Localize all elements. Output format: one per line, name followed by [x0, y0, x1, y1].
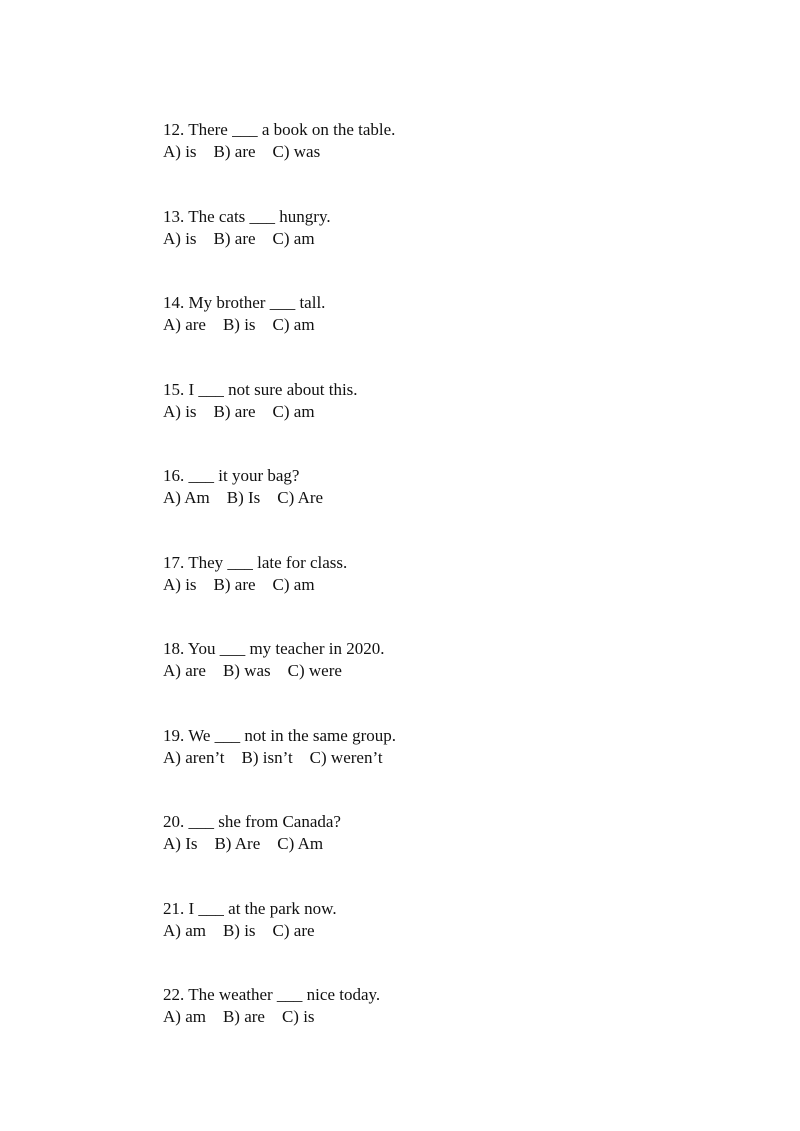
question-text: 22. The weather ___ nice today. — [163, 985, 381, 1004]
question-17 — [163, 552, 763, 639]
answer-options: A) is B) are C) am — [163, 574, 315, 594]
answer-options: A) are B) was C) were — [163, 661, 342, 680]
question-19 — [163, 725, 763, 812]
answer-options: A) is B) are C) was — [163, 142, 321, 161]
answer-options: A) Am B) Is C) Are — [163, 488, 324, 507]
question-13 — [163, 206, 763, 293]
question-18 — [163, 638, 763, 725]
question-16 — [163, 465, 763, 552]
answer-options: A) aren’t B) isn’t C) weren’t — [163, 747, 383, 767]
question-text: 17. They ___ late for class. — [163, 552, 348, 572]
question-text: 20. ___ she from Canada? — [163, 812, 341, 831]
question-text: 15. I ___ not sure about this. — [163, 379, 358, 399]
question-text: 13. The cats ___ hungry. — [163, 206, 331, 226]
answer-options: A) is B) are C) am — [163, 401, 315, 421]
answer-options: A) is B) are C) am — [163, 228, 315, 248]
question-list — [163, 119, 763, 1071]
question-text: 12. There ___ a book on the table. — [163, 120, 396, 139]
question-22 — [163, 984, 763, 1071]
answer-options: A) Is B) Are C) Am — [163, 834, 324, 853]
question-12 — [163, 119, 763, 206]
answer-options: A) am B) are C) is — [163, 1007, 315, 1026]
question-14 — [163, 292, 763, 379]
answer-options: A) am B) is C) are — [163, 920, 315, 940]
question-21 — [163, 898, 763, 985]
question-15 — [163, 379, 763, 466]
question-text: 16. ___ it your bag? — [163, 466, 300, 485]
question-text: 18. You ___ my teacher in 2020. — [163, 639, 385, 658]
question-text: 19. We ___ not in the same group. — [163, 725, 396, 745]
question-text: 14. My brother ___ tall. — [163, 293, 326, 312]
answer-options: A) are B) is C) am — [163, 315, 315, 334]
question-20 — [163, 811, 763, 898]
question-text: 21. I ___ at the park now. — [163, 898, 337, 918]
